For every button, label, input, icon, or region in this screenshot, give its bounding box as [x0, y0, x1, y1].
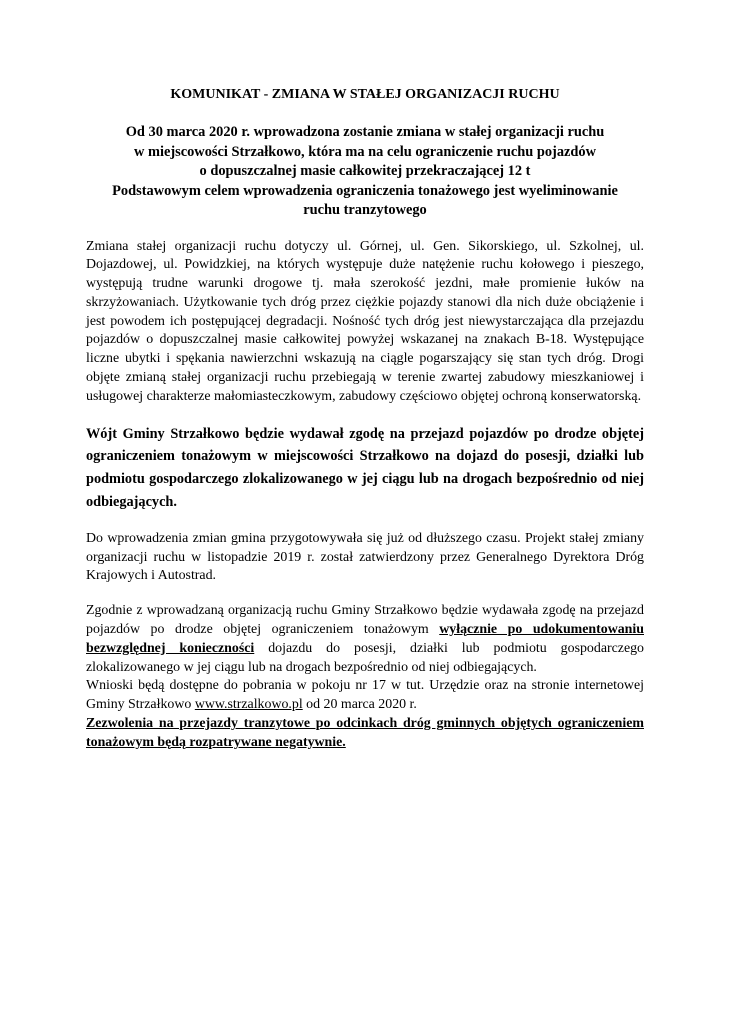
document-page	[86, 85, 644, 753]
lead-line: Podstawowym celem wprowadzenia ograniczenia tonażowego jest wyeliminowanie ruchu tranzytowego	[112, 182, 618, 218]
paragraph-wojt-permission: Wójt Gminy Strzałkowo będzie wydawał zgodę na przejazd pojazdów po drodze objętej ograniczeniem tonażowym w miejscowości Strzałkowo na dojazd do posesji, działki lub podmiotu gospodarczego zlokalizowanego w jej ciągu lub na drogach bezpośrednio od niej odbiegających.	[86, 425, 644, 511]
website-link[interactable]: www.strzalkowo.pl	[194, 697, 303, 713]
permit-conditions-text: Zgodnie z wprowadzaną organizacją ruchu Gminy Strzałkowo będzie wydawała zgodę na przejazd pojazdów po drodze objętej ograniczeniem tonażowym	[86, 603, 644, 638]
permit-conditions-emphasis: wyłącznie po udokumentowaniu bezwzględnej konieczności	[86, 622, 644, 656]
lead-line: w miejscowości Strzałkowo, która ma na celu ograniczenie ruchu pojazdów	[133, 143, 597, 160]
permit-conditions-text-end: dojazdu do posesji, działki lub podmiotu gospodarczego zlokalizowanego w jej ciągu lub na drogach bezpośrednio od niej odbiegających.	[86, 640, 644, 675]
applications-date: od 20 marca 2020 r.	[302, 697, 417, 713]
lead-line: Od 30 marca 2020 r. wprowadzona zostanie zmiana w stałej organizacji ruchu	[125, 124, 605, 140]
lead-line: o dopuszczalnej masie całkowitej przekraczającej 12 t	[199, 163, 531, 179]
paragraph-permit-conditions	[86, 602, 644, 677]
lead-block	[86, 123, 644, 221]
document-title: KOMUNIKAT - ZMIANA W STAŁEJ ORGANIZACJI RUCHU	[170, 87, 560, 102]
applications-text: Wnioski będą dostępne do pobrania w pokoju nr 17 w tut. Urzędzie oraz na stronie internetowej Gminy Strzałkowo	[86, 678, 644, 713]
final-notice: Zezwolenia na przejazdy tranzytowe po odcinkach dróg gminnych objętych ograniczeniem tonażowym będą rozpatrywane negatywnie.	[86, 716, 644, 750]
paragraph-restricted-streets: Zmiana stałej organizacji ruchu dotyczy ul. Górnej, ul. Gen. Sikorskiego, ul. Szkolnej, ul. Dojazdowej, ul. Powidzkiej, na których występuje duże natężenie ruchu kołowego i pieszego, występują trudne warunki drogowe tj. mała szerokość jezdni, małe promienie łuków na skrzyżowaniach. Użytkowanie tych dróg przez ciężkie pojazdy stanowi dla nich duże obciążenie i jest powodem ich postępującej degradacji. Nośność tych dróg jest niewystarczająca dla przejazdu pojazdów o dopuszczalnej masie całkowitej powyżej wskazanej na znakach B-18. Występujące liczne ubytki i spękania nawierzchni wskazują na ciągle pogarszający się stan tych dróg. Drogi objęte zmianą stałej organizacji ruchu przebiegają w terenie zwartej zabudowy mieszkaniowej i usługowej charakterze małomiasteczkowym, zabudowy częściowo objętej ochroną konserwatorską.	[86, 238, 644, 404]
paragraph-project-approval: Do wprowadzenia zmian gmina przygotowywała się już od dłuższego czasu. Projekt stałej zmiany organizacji ruchu w listopadzie 2019 r. został zatwierdzony przez Generalnego Dyrektora Dróg Krajowych i Autostrad.	[86, 530, 644, 584]
paragraph-applications	[86, 677, 644, 715]
